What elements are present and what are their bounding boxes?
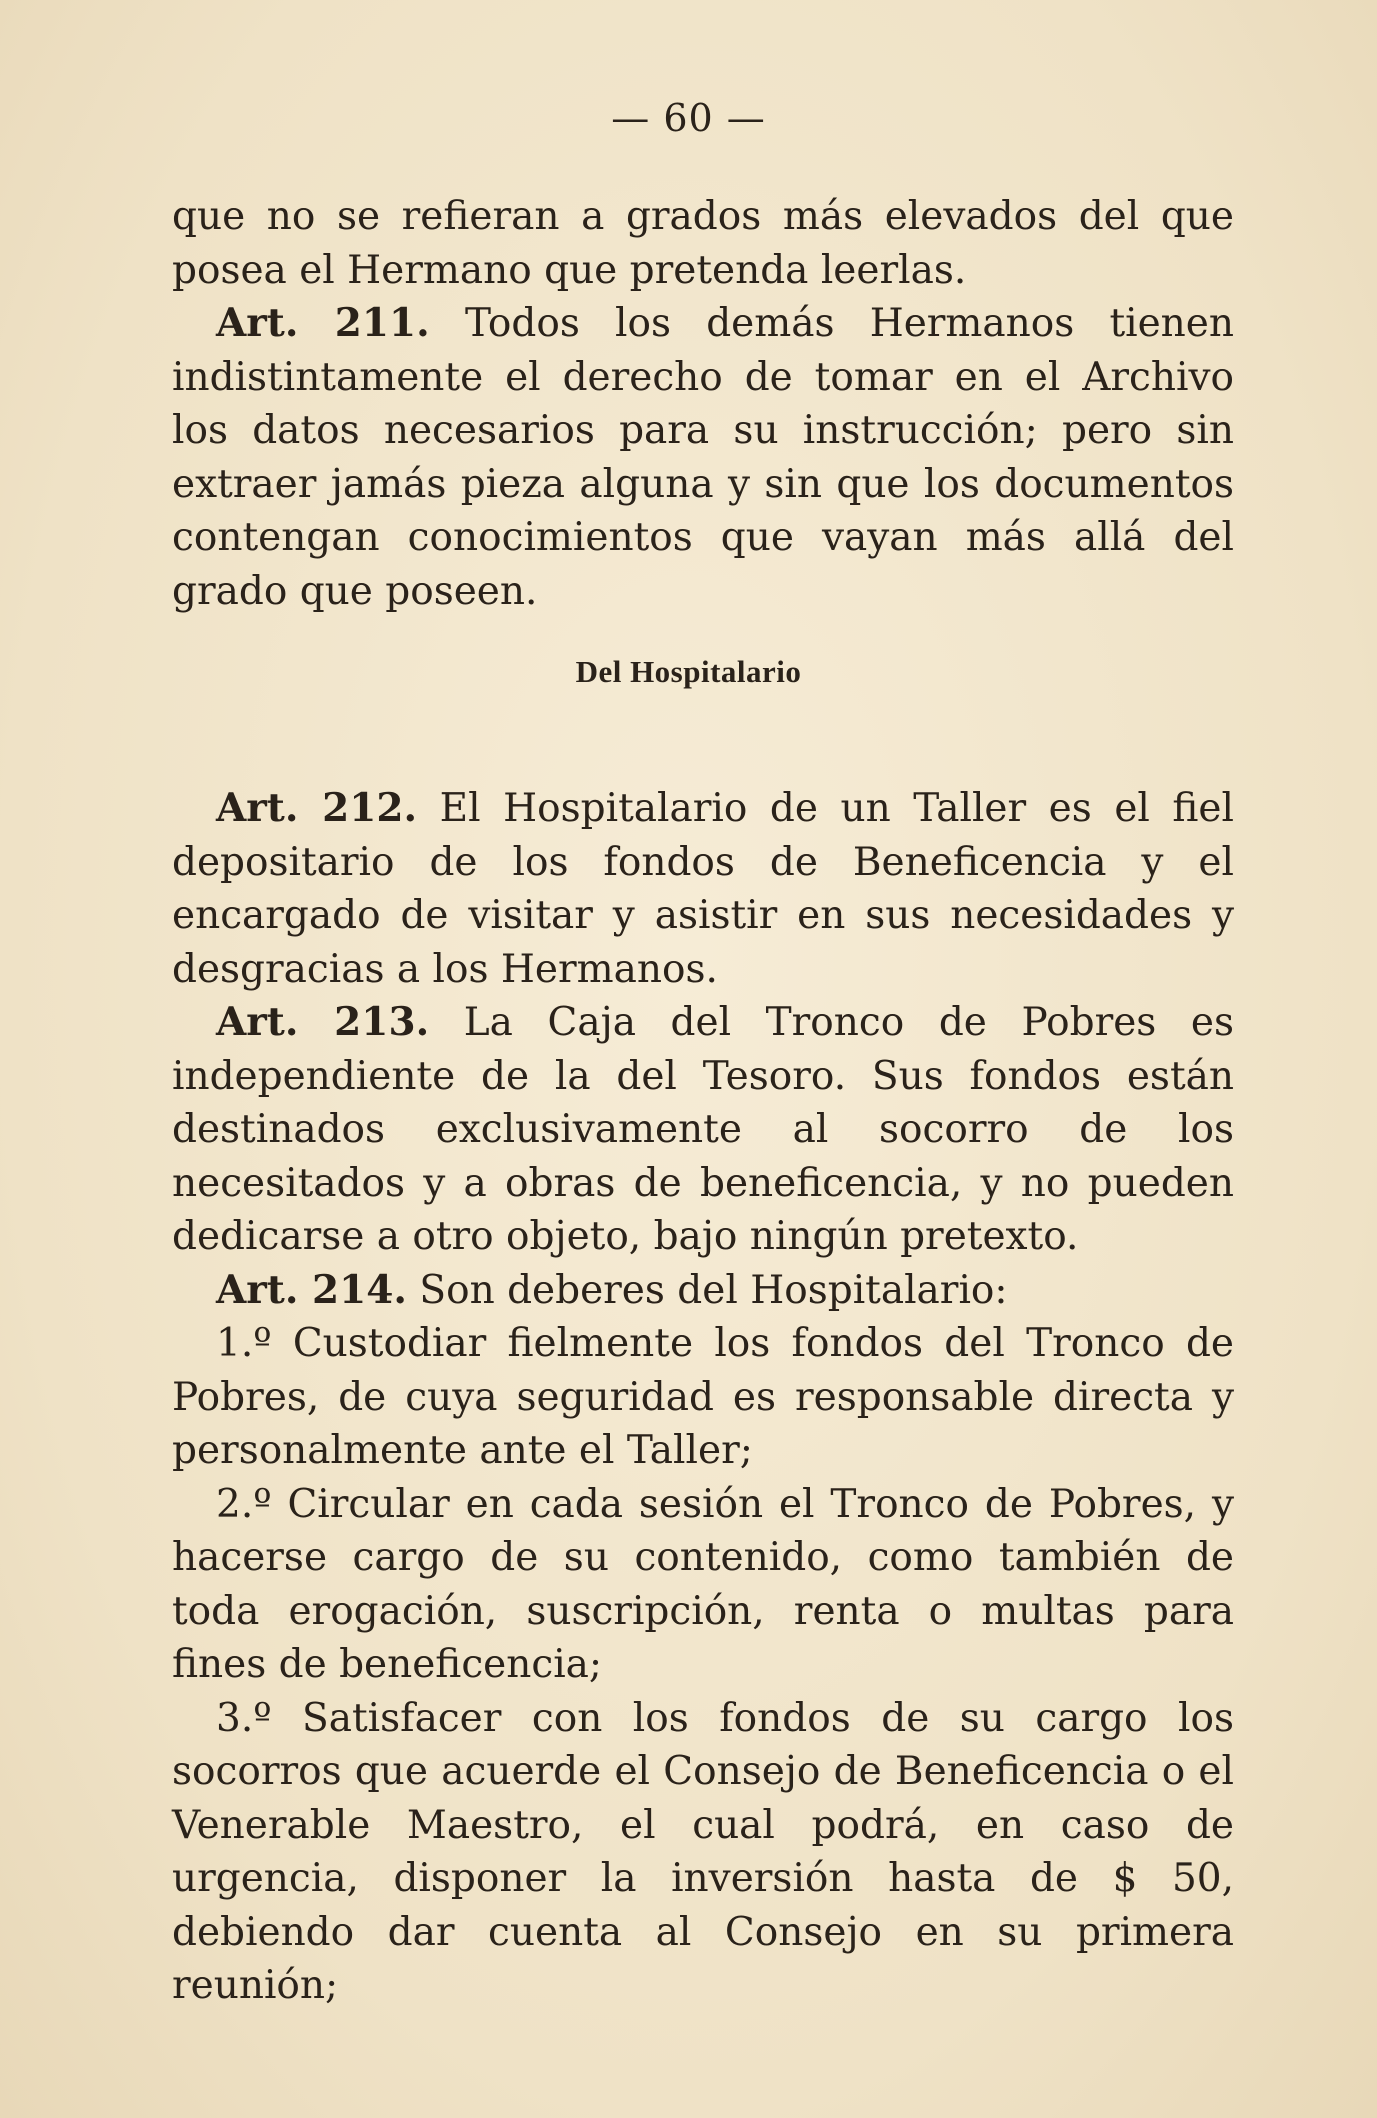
text-block-top — [172, 190, 1234, 618]
list-item-2: 2.º Circular en cada sesión el Tronco de Pobres, y hacerse cargo de su contenido, como también de toda erogación, suscripción, renta o multas para fines de beneficencia; — [172, 1481, 1234, 1687]
list-item-1: 1.º Custodiar fielmente los fondos del Tronco de Pobres, de cuya seguridad es responsable directa y personalmente ante el Taller; — [172, 1321, 1234, 1473]
article-label: Art. 213. — [216, 999, 430, 1045]
article-text: El Hospitalario de un Taller es el fiel depositario de los fondos de Beneficencia y el encargado de visitar y asistir en sus necesidades y desgracias a los Hermanos. — [172, 786, 1234, 992]
article-212 — [172, 782, 1234, 996]
list-item-3: 3.º Satisfacer con los fondos de su cargo los socorros que acuerde el Consejo de Beneficencia o el Venerable Maestro, el cual podrá, en caso de urgencia, disponer la inversión hasta de $ 50, debiendo dar cuenta al Consejo en su primera reunión; — [172, 1695, 1234, 2008]
article-214 — [172, 1264, 1234, 1318]
section-title: Del Hospitalario — [575, 654, 802, 689]
article-211 — [172, 297, 1234, 618]
page-number: — 60 — — [611, 96, 766, 140]
intro-paragraph: que no se refieran a grados más elevados del que posea el Hermano que pretenda leerlas. — [172, 194, 1234, 293]
article-text: Todos los demás Hermanos tienen indistintamente el derecho de tomar en el Archivo los datos necesarios para su instrucción; pero sin extraer jamás pieza alguna y sin que los documentos contengan conocimientos que vayan más allá del grado que poseen. — [172, 301, 1234, 614]
article-label: Art. 211. — [216, 300, 430, 346]
article-213 — [172, 996, 1234, 1264]
article-label: Art. 214. — [216, 1266, 407, 1313]
text-block-bottom — [172, 782, 1234, 2013]
article-label: Art. 212. — [216, 785, 418, 831]
article-text: La Caja del Tronco de Pobres es independiente de la del Tesoro. Sus fondos están destinados exclusivamente al socorro de los necesitados y a obras de beneficencia, y no pueden dedicarse a otro objeto, bajo ningún pretexto. — [172, 1000, 1234, 1259]
article-text: Son deberes del Hospitalario: — [406, 1267, 1008, 1313]
